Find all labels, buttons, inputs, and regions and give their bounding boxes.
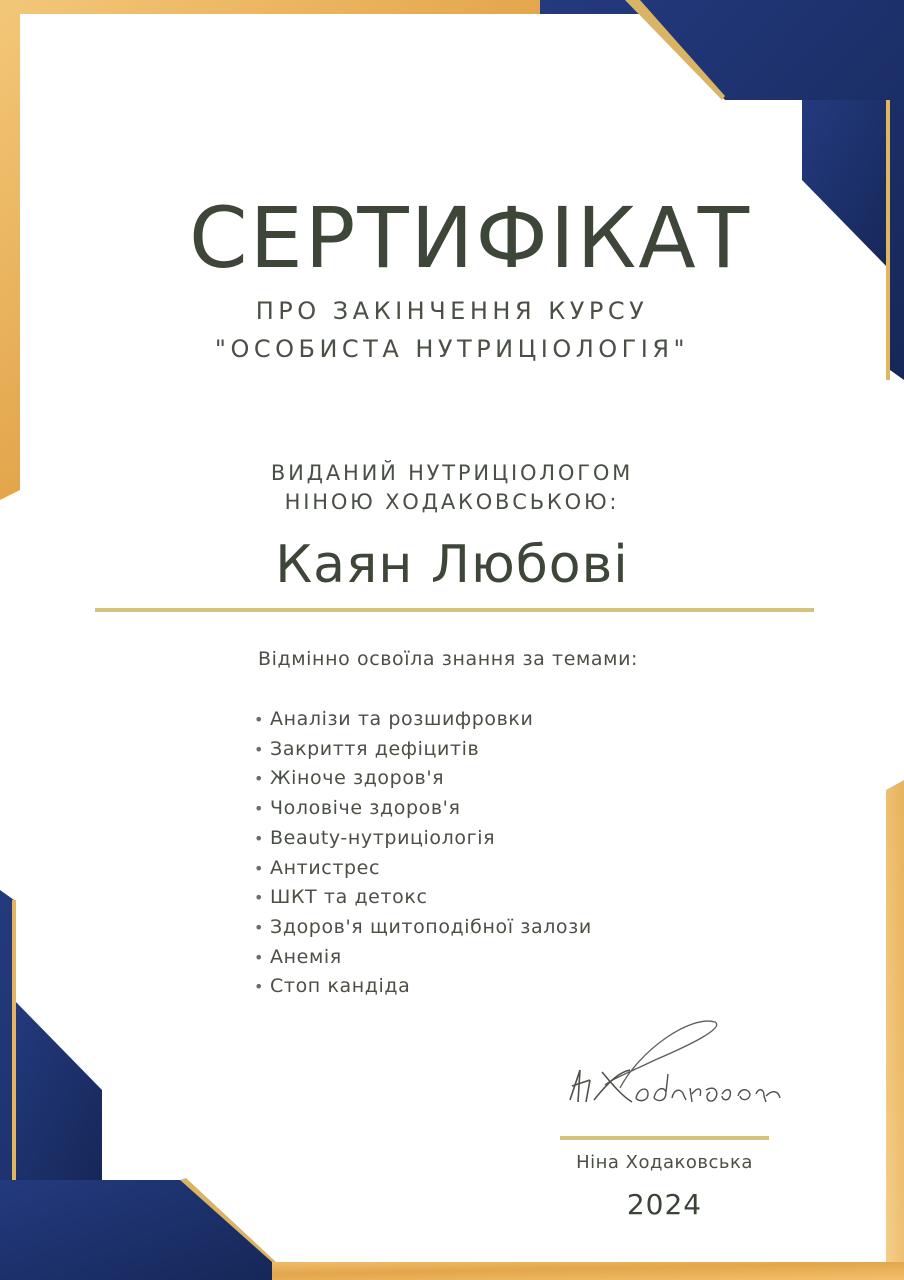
recipient-name: Каян Любові	[275, 535, 629, 595]
list-item: • Жіноче здоров'я	[254, 767, 445, 790]
certificate-year: 2024	[626, 1188, 703, 1221]
frame-bottomleft-inner	[14, 1000, 102, 1180]
list-item: • Аналізи та розшифровки	[254, 708, 534, 730]
list-item: • Чоловіче здоров'я	[254, 797, 461, 820]
list-item: • ШКТ та детокс	[254, 886, 428, 909]
topics-list	[254, 705, 592, 1002]
list-item: • Антистрес	[254, 856, 380, 879]
recipient-underline	[95, 608, 814, 612]
list-item: • Beauty-нутриціологія	[254, 826, 496, 849]
topics-intro: Відмінно освоїла знання за темами:	[258, 648, 639, 670]
frame-bottomleft-navy-corner	[0, 1180, 272, 1280]
subtitle-line1: ПРО ЗАКІНЧЕННЯ КУРСУ	[255, 297, 649, 325]
subtitle-line2: "ОСОБИСТА НУТРИЦІОЛОГІЯ"	[214, 335, 690, 363]
signature-underline	[560, 1136, 769, 1140]
issued-by-line1: ВИДАНИЙ НУТРИЦІОЛОГОМ	[270, 461, 634, 485]
frame-bottomleft-gold-strip	[12, 900, 16, 1180]
list-item: • Анемія	[254, 945, 342, 968]
list-item: • Стоп кандіда	[254, 975, 411, 998]
handwritten-signature	[550, 1010, 790, 1120]
frame-right-gold	[886, 780, 904, 1280]
certificate-title: СЕРТИФІКАТ	[188, 189, 752, 287]
list-item: • Здоров'я щитоподібної залози	[254, 915, 592, 938]
list-item: • Закриття дефіцитів	[254, 737, 480, 760]
issued-by-line2: НІНОЮ ХОДАКОВСЬКОЮ:	[284, 490, 620, 514]
signer-name: Ніна Ходаковська	[576, 1152, 753, 1173]
